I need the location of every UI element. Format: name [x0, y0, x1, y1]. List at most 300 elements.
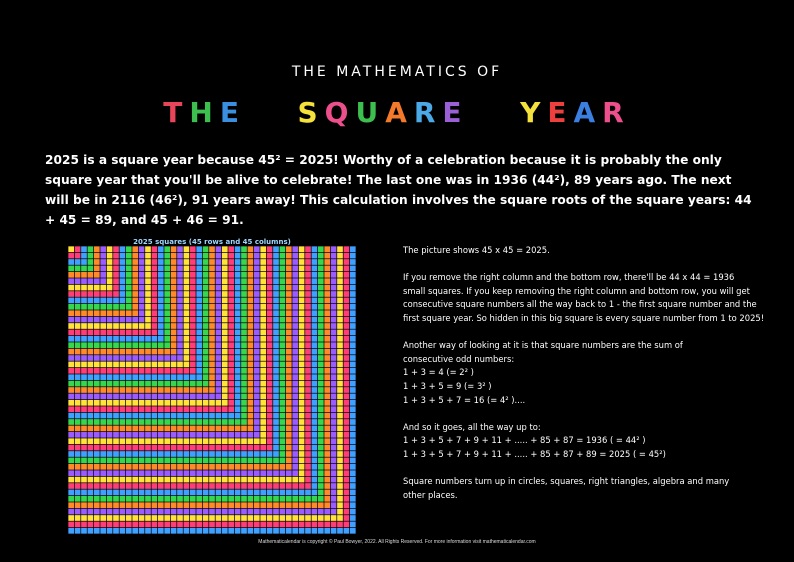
grid-cell	[216, 413, 222, 419]
grid-cell	[228, 419, 234, 425]
grid-cell	[292, 496, 298, 502]
grid-cell	[216, 528, 222, 534]
grid-cell	[100, 374, 106, 380]
grid-cell	[267, 291, 273, 297]
grid-cell	[331, 419, 337, 425]
grid-cell	[145, 253, 151, 259]
grid-cell	[331, 368, 337, 374]
grid-cell	[107, 336, 113, 342]
grid-cell	[280, 502, 286, 508]
grid-cell	[286, 355, 292, 361]
grid-cell	[132, 426, 138, 432]
grid-cell	[171, 304, 177, 310]
grid-cell	[75, 330, 81, 336]
grid-cell	[292, 349, 298, 355]
grid-cell	[267, 445, 273, 451]
grid-cell	[107, 413, 113, 419]
grid-cell	[107, 355, 113, 361]
grid-cell	[164, 464, 170, 470]
grid-cell	[273, 400, 279, 406]
grid-cell	[280, 349, 286, 355]
grid-cell	[222, 406, 228, 412]
grid-cell	[94, 272, 100, 278]
grid-cell	[235, 253, 241, 259]
grid-cell	[113, 496, 119, 502]
grid-cell	[318, 272, 324, 278]
grid-cell	[171, 272, 177, 278]
grid-cell	[190, 278, 196, 284]
grid-cell	[113, 464, 119, 470]
grid-cell	[273, 310, 279, 316]
grid-cell	[158, 374, 164, 380]
grid-cell	[120, 342, 126, 348]
grid-cell	[286, 253, 292, 259]
grid-cell	[318, 285, 324, 291]
grid-cell	[235, 336, 241, 342]
grid-cell	[292, 458, 298, 464]
grid-cell	[171, 278, 177, 284]
grid-cell	[120, 368, 126, 374]
grid-cell	[312, 342, 318, 348]
explanation-line	[403, 258, 743, 272]
grid-cell	[88, 253, 94, 259]
grid-cell	[222, 278, 228, 284]
grid-cell	[324, 285, 330, 291]
grid-cell	[209, 426, 215, 432]
grid-cell	[292, 515, 298, 521]
grid-cell	[305, 368, 311, 374]
title-letter: Q	[324, 96, 356, 129]
grid-cell	[203, 310, 209, 316]
grid-cell	[177, 432, 183, 438]
grid-cell	[177, 304, 183, 310]
grid-cell	[196, 387, 202, 393]
grid-cell	[139, 362, 145, 368]
grid-cell	[260, 445, 266, 451]
grid-cell	[350, 298, 356, 304]
grid-cell	[260, 374, 266, 380]
grid-cell	[132, 336, 138, 342]
grid-cell	[126, 253, 132, 259]
grid-cell	[344, 522, 350, 528]
grid-cell	[113, 336, 119, 342]
grid-cell	[177, 285, 183, 291]
grid-cell	[75, 266, 81, 272]
grid-cell	[344, 451, 350, 457]
grid-cell	[184, 304, 190, 310]
grid-cell	[228, 374, 234, 380]
grid-cell	[216, 374, 222, 380]
grid-cell	[228, 496, 234, 502]
grid-cell	[280, 278, 286, 284]
grid-cell	[331, 349, 337, 355]
grid-cell	[318, 490, 324, 496]
grid-cell	[196, 298, 202, 304]
grid-cell	[254, 470, 260, 476]
grid-cell	[280, 362, 286, 368]
grid-cell	[331, 477, 337, 483]
grid-cell	[241, 278, 247, 284]
grid-cell	[152, 477, 158, 483]
grid-cell	[184, 362, 190, 368]
grid-cell	[120, 394, 126, 400]
grid-cell	[216, 445, 222, 451]
grid-cell	[209, 310, 215, 316]
grid-cell	[81, 445, 87, 451]
grid-cell	[177, 317, 183, 323]
grid-cell	[222, 413, 228, 419]
grid-cell	[286, 496, 292, 502]
grid-cell	[81, 502, 87, 508]
grid-cell	[292, 400, 298, 406]
grid-cell	[81, 342, 87, 348]
grid-cell	[286, 298, 292, 304]
grid-cell	[260, 323, 266, 329]
grid-cell	[113, 400, 119, 406]
grid-cell	[209, 362, 215, 368]
grid-cell	[267, 323, 273, 329]
grid-cell	[235, 464, 241, 470]
grid-cell	[305, 374, 311, 380]
grid-cell	[152, 342, 158, 348]
grid-cell	[235, 298, 241, 304]
grid-cell	[139, 285, 145, 291]
grid-cell	[299, 266, 305, 272]
grid-cell	[113, 381, 119, 387]
grid-cell	[88, 362, 94, 368]
grid-cell	[68, 291, 74, 297]
grid-cell	[177, 246, 183, 252]
grid-cell	[113, 310, 119, 316]
grid-cell	[305, 438, 311, 444]
grid-cell	[171, 445, 177, 451]
grid-cell	[68, 464, 74, 470]
grid-cell	[190, 342, 196, 348]
grid-cell	[292, 522, 298, 528]
grid-cell	[299, 381, 305, 387]
grid-cell	[331, 438, 337, 444]
grid-cell	[305, 285, 311, 291]
grid-cell	[254, 246, 260, 252]
grid-cell	[344, 464, 350, 470]
grid-cell	[190, 394, 196, 400]
grid-cell	[203, 464, 209, 470]
grid-cell	[254, 490, 260, 496]
grid-cell	[81, 355, 87, 361]
grid-cell	[203, 381, 209, 387]
grid-cell	[152, 528, 158, 534]
grid-cell	[164, 451, 170, 457]
grid-cell	[196, 413, 202, 419]
grid-cell	[248, 400, 254, 406]
grid-cell	[164, 426, 170, 432]
grid-cell	[81, 266, 87, 272]
grid-cell	[132, 394, 138, 400]
grid-cell	[68, 304, 74, 310]
grid-cell	[280, 374, 286, 380]
grid-cell	[228, 259, 234, 265]
grid-cell	[177, 515, 183, 521]
grid-cell	[286, 438, 292, 444]
square-grid	[68, 246, 356, 534]
grid-cell	[337, 272, 343, 278]
grid-cell	[260, 298, 266, 304]
grid-cell	[107, 438, 113, 444]
grid-cell	[254, 310, 260, 316]
grid-cell	[190, 374, 196, 380]
grid-cell	[273, 406, 279, 412]
grid-cell	[145, 362, 151, 368]
grid-cell	[113, 458, 119, 464]
grid-cell	[344, 253, 350, 259]
grid-cell	[299, 349, 305, 355]
grid-cell	[94, 406, 100, 412]
grid-cell	[209, 298, 215, 304]
grid-cell	[203, 400, 209, 406]
grid-cell	[139, 253, 145, 259]
grid-cell	[100, 272, 106, 278]
grid-cell	[337, 483, 343, 489]
grid-cell	[184, 477, 190, 483]
grid-cell	[273, 528, 279, 534]
grid-cell	[318, 515, 324, 521]
grid-cell	[228, 298, 234, 304]
grid-cell	[318, 502, 324, 508]
grid-cell	[241, 432, 247, 438]
grid-cell	[299, 477, 305, 483]
grid-cell	[241, 496, 247, 502]
grid-cell	[120, 451, 126, 457]
grid-cell	[145, 310, 151, 316]
grid-cell	[222, 470, 228, 476]
grid-cell	[184, 406, 190, 412]
grid-cell	[331, 496, 337, 502]
grid-cell	[68, 470, 74, 476]
grid-cell	[318, 426, 324, 432]
grid-cell	[132, 515, 138, 521]
grid-cell	[196, 496, 202, 502]
grid-cell	[312, 253, 318, 259]
grid-cell	[120, 253, 126, 259]
grid-cell	[177, 266, 183, 272]
grid-cell	[286, 317, 292, 323]
grid-cell	[88, 515, 94, 521]
grid-cell	[120, 515, 126, 521]
grid-cell	[190, 483, 196, 489]
grid-cell	[81, 400, 87, 406]
grid-cell	[331, 246, 337, 252]
grid-cell	[286, 406, 292, 412]
grid-cell	[126, 522, 132, 528]
grid-cell	[75, 355, 81, 361]
page-title	[0, 96, 794, 129]
grid-cell	[88, 278, 94, 284]
grid-cell	[344, 413, 350, 419]
grid-cell	[337, 515, 343, 521]
grid-cell	[81, 451, 87, 457]
grid-cell	[331, 464, 337, 470]
grid-cell	[113, 432, 119, 438]
grid-cell	[68, 438, 74, 444]
grid-cell	[177, 477, 183, 483]
grid-cell	[216, 355, 222, 361]
grid-cell	[286, 342, 292, 348]
grid-cell	[107, 278, 113, 284]
grid-cell	[318, 362, 324, 368]
grid-cell	[68, 323, 74, 329]
grid-cell	[196, 272, 202, 278]
grid-cell	[203, 323, 209, 329]
grid-cell	[260, 342, 266, 348]
grid-cell	[292, 445, 298, 451]
grid-cell	[280, 451, 286, 457]
grid-cell	[81, 298, 87, 304]
grid-cell	[177, 413, 183, 419]
grid-cell	[145, 445, 151, 451]
grid-cell	[184, 464, 190, 470]
title-letter: Y	[520, 96, 548, 129]
grid-cell	[267, 470, 273, 476]
grid-cell	[216, 464, 222, 470]
grid-cell	[126, 438, 132, 444]
grid-cell	[196, 515, 202, 521]
grid-cell	[216, 451, 222, 457]
grid-cell	[81, 458, 87, 464]
grid-cell	[331, 374, 337, 380]
grid-cell	[235, 509, 241, 515]
grid-cell	[100, 298, 106, 304]
grid-cell	[305, 349, 311, 355]
grid-cell	[68, 310, 74, 316]
grid-cell	[158, 285, 164, 291]
grid-cell	[235, 451, 241, 457]
grid-cell	[68, 387, 74, 393]
grid-cell	[267, 522, 273, 528]
grid-cell	[139, 432, 145, 438]
grid-cell	[203, 490, 209, 496]
grid-cell	[177, 259, 183, 265]
grid-cell	[209, 477, 215, 483]
grid-cell	[312, 285, 318, 291]
grid-cell	[337, 246, 343, 252]
grid-cell	[171, 349, 177, 355]
grid-cell	[203, 419, 209, 425]
grid-cell	[139, 355, 145, 361]
grid-cell	[318, 336, 324, 342]
grid-cell	[177, 310, 183, 316]
grid-cell	[209, 291, 215, 297]
grid-cell	[324, 502, 330, 508]
grid-cell	[248, 496, 254, 502]
grid-cell	[171, 387, 177, 393]
grid-cell	[75, 323, 81, 329]
grid-cell	[280, 323, 286, 329]
grid-cell	[318, 470, 324, 476]
grid-cell	[228, 438, 234, 444]
grid-cell	[280, 291, 286, 297]
grid-cell	[164, 374, 170, 380]
grid-cell	[158, 266, 164, 272]
grid-cell	[196, 285, 202, 291]
grid-cell	[107, 259, 113, 265]
grid-cell	[139, 458, 145, 464]
grid-cell	[280, 259, 286, 265]
grid-cell	[120, 464, 126, 470]
grid-cell	[324, 496, 330, 502]
grid-cell	[158, 490, 164, 496]
grid-cell	[88, 400, 94, 406]
grid-cell	[350, 253, 356, 259]
grid-cell	[94, 323, 100, 329]
grid-cell	[190, 355, 196, 361]
grid-cell	[177, 522, 183, 528]
grid-cell	[145, 330, 151, 336]
grid-cell	[273, 394, 279, 400]
grid-cell	[286, 522, 292, 528]
grid-cell	[248, 490, 254, 496]
grid-cell	[190, 362, 196, 368]
grid-cell	[164, 515, 170, 521]
grid-cell	[350, 259, 356, 265]
grid-cell	[305, 413, 311, 419]
grid-cell	[324, 266, 330, 272]
grid-cell	[209, 509, 215, 515]
grid-cell	[139, 451, 145, 457]
grid-cell	[190, 432, 196, 438]
grid-cell	[107, 374, 113, 380]
grid-cell	[324, 355, 330, 361]
grid-cell	[158, 528, 164, 534]
grid-cell	[81, 285, 87, 291]
grid-cell	[312, 451, 318, 457]
grid-cell	[107, 483, 113, 489]
grid-cell	[312, 490, 318, 496]
grid-cell	[344, 477, 350, 483]
grid-cell	[350, 336, 356, 342]
grid-cell	[132, 406, 138, 412]
explanation-line: 1 + 3 + 5 + 7 = 16 (= 4² )....	[403, 394, 526, 405]
grid-cell	[344, 310, 350, 316]
grid-cell	[94, 355, 100, 361]
grid-cell	[344, 426, 350, 432]
grid-cell	[152, 246, 158, 252]
grid-cell	[299, 285, 305, 291]
grid-cell	[299, 330, 305, 336]
grid-cell	[94, 362, 100, 368]
grid-cell	[209, 413, 215, 419]
grid-cell	[350, 483, 356, 489]
grid-cell	[254, 330, 260, 336]
grid-cell	[203, 522, 209, 528]
grid-cell	[94, 458, 100, 464]
grid-cell	[324, 458, 330, 464]
grid-cell	[126, 342, 132, 348]
grid-cell	[100, 387, 106, 393]
grid-cell	[254, 458, 260, 464]
grid-cell	[196, 291, 202, 297]
grid-cell	[318, 445, 324, 451]
grid-cell	[126, 355, 132, 361]
grid-cell	[158, 496, 164, 502]
grid-cell	[273, 291, 279, 297]
grid-cell	[120, 266, 126, 272]
grid-cell	[337, 426, 343, 432]
grid-cell	[158, 464, 164, 470]
grid-cell	[286, 266, 292, 272]
grid-cell	[235, 445, 241, 451]
grid-cell	[273, 336, 279, 342]
grid-cell	[222, 310, 228, 316]
